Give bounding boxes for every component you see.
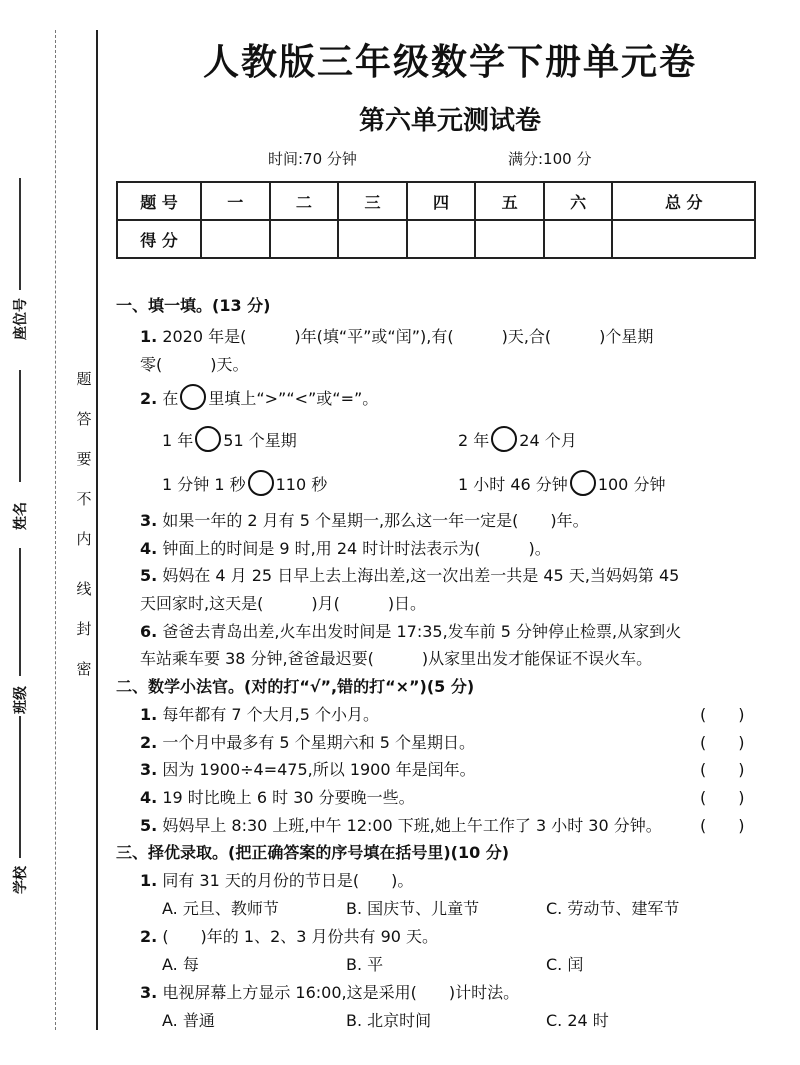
choice-question [140, 868, 413, 891]
compare-left: 1 年 [162, 431, 194, 450]
seal-char: 要 [76, 450, 92, 468]
answer-parentheses[interactable]: ( ) [700, 816, 745, 835]
choice-option-a[interactable]: A. 普通 [162, 1011, 215, 1030]
page-subtitle: 第六单元测试卷 [358, 106, 541, 136]
question-1-1-cont: 零( )天。 [140, 355, 249, 374]
compare-left: 2 年 [458, 431, 490, 450]
circle-blank-icon [180, 384, 206, 410]
question-text: 在 [162, 389, 179, 408]
score-input-cell[interactable] [338, 220, 407, 258]
table-cell: 五 [475, 182, 544, 220]
choice-question [140, 980, 519, 1003]
question-number: 4. [140, 539, 158, 558]
question-1-6 [140, 619, 681, 642]
choice-option-b[interactable]: B. 北京时间 [346, 1011, 432, 1030]
compare-left: 1 小时 46 分钟 [458, 475, 568, 494]
score-input-cell[interactable] [475, 220, 544, 258]
score-input-cell[interactable] [407, 220, 476, 258]
compare-left: 1 分钟 1 秒 [162, 475, 246, 494]
score-input-cell[interactable] [201, 220, 270, 258]
judge-item [140, 813, 662, 836]
question-number: 1. [140, 327, 158, 346]
question-number: 3. [140, 760, 158, 779]
question-text: 19 时比晚上 6 时 30 分要晚一些。 [162, 788, 415, 807]
compare-circle-blank[interactable] [248, 470, 274, 496]
compare-item [458, 470, 665, 496]
question-1-1 [140, 324, 653, 347]
question-1-3 [140, 508, 589, 531]
question-text: 钟面上的时间是 9 时,用 24 时计时法表示为( )。 [162, 539, 551, 558]
table-cell: 一 [201, 182, 270, 220]
question-text: 如果一年的 2 月有 5 个星期一,那么这一年一定是( )年。 [162, 511, 589, 530]
compare-item [162, 470, 327, 496]
seal-char: 不 [76, 490, 92, 508]
question-1-5-cont: 天回家时,这天是( )月( )日。 [140, 594, 427, 613]
question-number: 1. [140, 871, 158, 890]
class-line [19, 548, 21, 676]
score-table [116, 181, 756, 259]
page-title: 人教版三年级数学下册单元卷 [202, 41, 697, 83]
question-text: 妈妈早上 8:30 上班,中午 12:00 下班,她上午工作了 3 小时 30 分钟。 [162, 816, 662, 835]
question-number: 5. [140, 816, 158, 835]
seal-char: 封 [76, 620, 92, 638]
choice-option-b[interactable]: B. 平 [346, 955, 384, 974]
section-3-title: 三、择优录取。(把正确答案的序号填在括号里)(10 分) [116, 843, 510, 862]
table-cell: 题 号 [117, 182, 201, 220]
binding-dashed-line [55, 30, 56, 1030]
question-number: 4. [140, 788, 158, 807]
table-cell: 总 分 [612, 182, 755, 220]
question-text: 一个月中最多有 5 个星期六和 5 个星期日。 [162, 733, 476, 752]
question-text: 妈妈在 4 月 25 日早上去上海出差,这一次出差一共是 45 天,当妈妈第 45 [162, 566, 680, 585]
margin-solid-line [96, 30, 98, 1030]
question-text: 每年都有 7 个大月,5 个小月。 [162, 705, 380, 724]
seal-char: 题 [76, 370, 92, 388]
judge-item [140, 702, 379, 725]
compare-right: 51 个星期 [223, 431, 297, 450]
compare-right: 24 个月 [519, 431, 577, 450]
choice-option-a[interactable]: A. 每 [162, 955, 199, 974]
seal-char: 内 [76, 530, 92, 548]
question-text: 里填上“>”“<”或“=”。 [208, 389, 379, 408]
question-1-6-cont: 车站乘车要 38 分钟,爸爸最迟要( )从家里出发才能保证不误火车。 [140, 649, 653, 668]
choice-option-c[interactable]: C. 闰 [546, 955, 584, 974]
table-cell: 得 分 [117, 220, 201, 258]
question-number: 3. [140, 511, 158, 530]
question-1-4 [140, 536, 551, 559]
choice-option-c[interactable]: C. 劳动节、建军节 [546, 899, 680, 918]
score-input-cell[interactable] [612, 220, 755, 258]
seat-number-line [19, 178, 21, 290]
seal-char: 线 [76, 580, 92, 598]
judge-item [140, 757, 476, 780]
question-number: 2. [140, 927, 158, 946]
seal-char: 答 [76, 410, 92, 428]
choice-option-c[interactable]: C. 24 时 [546, 1011, 609, 1030]
score-table-score-row [117, 220, 755, 258]
question-number: 6. [140, 622, 158, 641]
seat-number-label: 座位号 [13, 298, 29, 340]
name-label: 姓名 [13, 502, 29, 530]
choice-question [140, 924, 438, 947]
answer-parentheses[interactable]: ( ) [700, 705, 745, 724]
table-cell: 三 [338, 182, 407, 220]
compare-right: 100 分钟 [597, 475, 666, 494]
question-number: 2. [140, 389, 158, 408]
question-number: 1. [140, 705, 158, 724]
choice-option-a[interactable]: A. 元旦、教师节 [162, 899, 279, 918]
name-line [19, 370, 21, 482]
question-1-2 [140, 384, 378, 410]
section-2-title: 二、数学小法官。(对的打“√”,错的打“×”)(5 分) [116, 677, 475, 696]
exam-time: 时间:70 分钟 [268, 150, 357, 168]
question-text: ( )年的 1、2、3 月份共有 90 天。 [162, 927, 439, 946]
choice-option-b[interactable]: B. 国庆节、儿童节 [346, 899, 480, 918]
judge-item [140, 785, 415, 808]
full-score: 满分:100 分 [508, 150, 592, 168]
score-input-cell[interactable] [544, 220, 613, 258]
answer-parentheses[interactable]: ( ) [700, 733, 745, 752]
question-1-5 [140, 563, 679, 586]
score-input-cell[interactable] [270, 220, 339, 258]
school-line [19, 716, 21, 858]
compare-item [458, 426, 577, 452]
question-text: 爸爸去青岛出差,火车出发时间是 17:35,发车前 5 分钟停止检票,从家到火 [162, 622, 682, 641]
compare-right: 110 秒 [275, 475, 328, 494]
school-label: 学校 [13, 866, 29, 894]
question-text: 2020 年是( )年(填“平”或“闰”),有( )天,合( )个星期 [162, 327, 654, 346]
judge-item [140, 730, 475, 753]
section-1-title: 一、填一填。(13 分) [116, 296, 271, 315]
answer-parentheses[interactable]: ( ) [700, 760, 745, 779]
compare-circle-blank[interactable] [195, 426, 221, 452]
table-cell: 六 [544, 182, 613, 220]
seal-char: 密 [76, 660, 92, 678]
table-cell: 四 [407, 182, 476, 220]
compare-circle-blank[interactable] [491, 426, 517, 452]
compare-circle-blank[interactable] [570, 470, 596, 496]
question-text: 同有 31 天的月份的节日是( )。 [162, 871, 414, 890]
question-number: 5. [140, 566, 158, 585]
table-cell: 二 [270, 182, 339, 220]
score-table-header-row [117, 182, 755, 220]
question-number: 2. [140, 733, 158, 752]
question-text: 电视屏幕上方显示 16:00,这是采用( )计时法。 [162, 983, 520, 1002]
compare-item [162, 426, 297, 452]
class-label: 班级 [13, 686, 29, 714]
answer-parentheses[interactable]: ( ) [700, 788, 745, 807]
question-number: 3. [140, 983, 158, 1002]
question-text: 因为 1900÷4=475,所以 1900 年是闰年。 [162, 760, 476, 779]
